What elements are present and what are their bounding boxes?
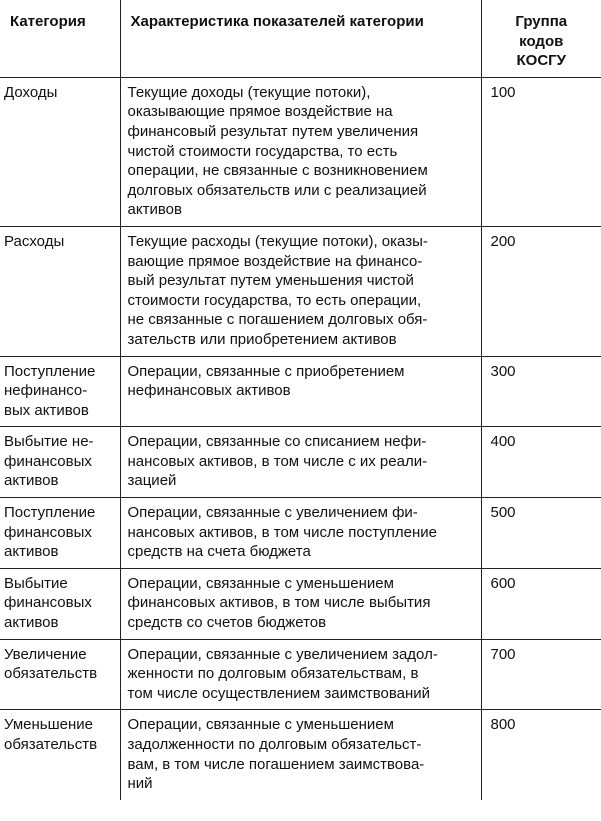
category-cell: Выбытие финансовых активов xyxy=(0,568,120,639)
category-cell: Доходы xyxy=(0,77,120,226)
category-cell: Поступление финансовых активов xyxy=(0,498,120,569)
table-row xyxy=(0,356,601,427)
category-cell: Поступление нефинансо- вых активов xyxy=(0,356,120,427)
table-header-row xyxy=(0,0,601,77)
code-cell: 800 xyxy=(481,710,601,800)
description-cell: Операции, связанные с уменьшением финансовых активов, в том числе выбытия средств со счетов бюджетов xyxy=(120,568,481,639)
category-cell: Увеличение обязательств xyxy=(0,639,120,710)
table-row xyxy=(0,427,601,498)
category-cell: Уменьшение обязательств xyxy=(4,716,98,753)
code-cell: 300 xyxy=(481,356,601,427)
table-row xyxy=(0,498,601,569)
table-row xyxy=(0,568,601,639)
category-cell: Выбытие не- финансовых активов xyxy=(0,427,120,498)
code-cell: 600 xyxy=(481,568,601,639)
description-cell: Текущие доходы (текущие потоки), оказывающие прямое воздействие на финансовый результат путем увеличения чистой стоимости государства, то есть операции, не связанные с возникновением долговых обязательств или с реализацией активов xyxy=(120,77,481,226)
code-cell: 400 xyxy=(481,427,601,498)
code-cell: 700 xyxy=(481,639,601,710)
description-cell: Операции, связанные с уменьшением задолженности по долговым обязательст- вам, в том числе погашением заимствова- ний xyxy=(120,710,481,800)
description-cell: Операции, связанные с приобретением нефинансовых активов xyxy=(120,356,481,427)
code-cell: 500 xyxy=(481,498,601,569)
table-row xyxy=(0,226,601,356)
category-cell: Расходы xyxy=(0,226,120,356)
description-cell: Операции, связанные с увеличением фи- нансовых активов, в том числе поступление средств на счета бюджета xyxy=(120,498,481,569)
table-row xyxy=(0,710,601,800)
code-cell: 200 xyxy=(481,226,601,356)
description-cell: Текущие расходы (текущие потоки), оказы- вающие прямое воздействие на финансо- вый результат путем уменьшения чистой стоимости государства, то есть операции, не связанные с погашением долговых обя- зательств или приобретением активов xyxy=(120,226,481,356)
table-row xyxy=(0,77,601,226)
code-cell: 100 xyxy=(481,77,601,226)
table-row xyxy=(0,639,601,710)
header-code-group: Группа кодов КОСГУ xyxy=(481,0,601,77)
description-cell: Операции, связанные со списанием нефи- нансовых активов, в том числе с их реали- зацией xyxy=(120,427,481,498)
description-cell: Операции, связанные с увеличением задол- женности по долговым обязательствам, в том числе осуществлением заимствований xyxy=(120,639,481,710)
header-category: Категория xyxy=(0,0,120,77)
header-description: Характеристика показателей категории xyxy=(120,0,481,77)
